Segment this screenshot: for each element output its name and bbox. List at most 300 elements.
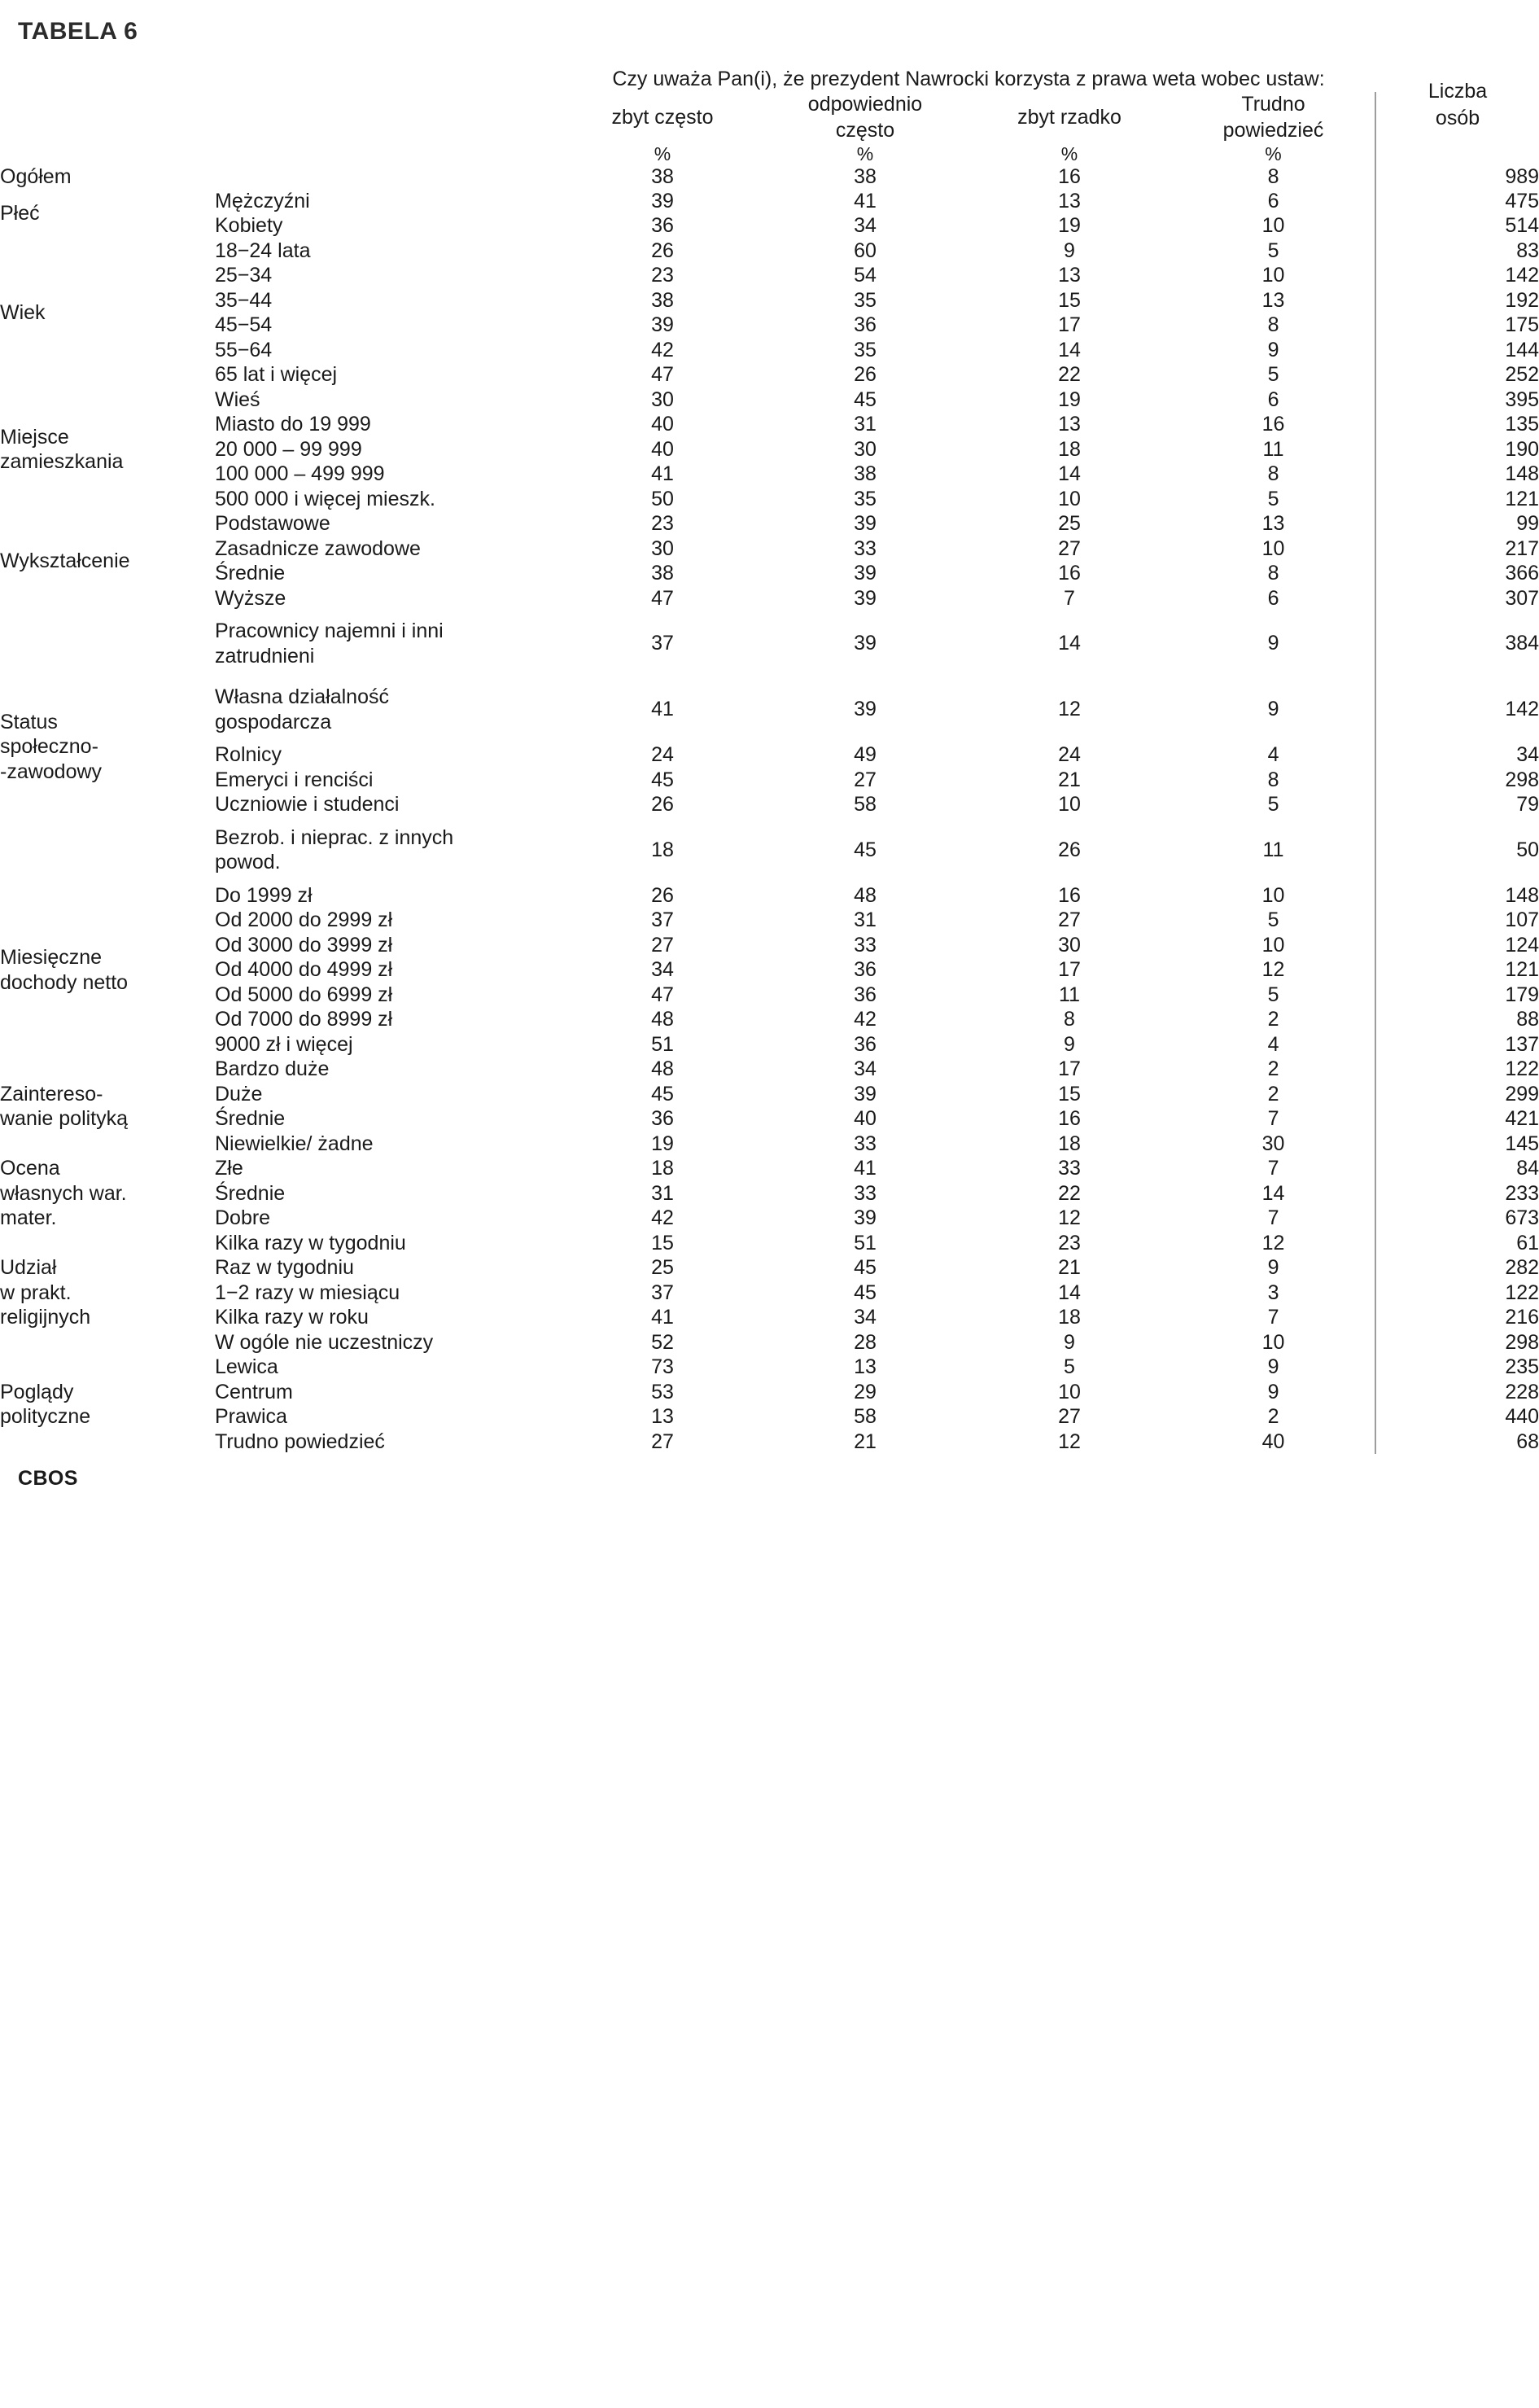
table-cell-value: 41 — [854, 189, 877, 212]
table-cell-value: 3 — [1172, 1281, 1375, 1306]
table-cell-value: 38 — [651, 288, 674, 312]
table-cell-value: 14 — [1058, 1281, 1081, 1304]
row-label: 500 000 i więcej mieszk. — [215, 487, 435, 510]
table-cell-value: 36 — [854, 958, 877, 981]
table-cell-value: 10 — [1172, 536, 1375, 562]
header-answer-3-line2: powiedzieć — [1222, 118, 1324, 142]
table-cell-value: 14 — [1058, 462, 1081, 485]
row-group-label-line: Płeć — [0, 202, 40, 225]
row-label: Od 7000 do 8999 zł — [215, 1008, 393, 1031]
row-group-label — [0, 387, 215, 512]
header-unit-0: % — [654, 142, 671, 164]
header-unit-3: % — [1172, 143, 1375, 165]
table-row — [0, 1082, 1539, 1107]
table-cell-value: 33 — [1058, 1157, 1081, 1180]
table-cell-value: 28 — [854, 1330, 877, 1354]
table-cell-value: 30 — [651, 387, 674, 411]
table-row — [0, 1404, 1539, 1429]
table-cell-value: 9 — [1172, 611, 1375, 676]
table-cell-value: 13 — [854, 1355, 877, 1378]
table-cell-value: 38 — [651, 562, 674, 584]
table-cell-value: 27 — [1058, 908, 1081, 931]
table-cell-value: 33 — [854, 1181, 877, 1205]
row-label: Wieś — [215, 387, 260, 411]
row-group-label-line: Miesięczne — [0, 946, 103, 969]
table-cell-value: 24 — [651, 743, 674, 766]
row-label-overall: Ogółem — [0, 164, 72, 188]
row-group-label — [0, 511, 215, 611]
table-cell-count: 228 — [1505, 1380, 1539, 1403]
table-cell-value: 33 — [854, 933, 877, 957]
table-cell-count: 192 — [1505, 288, 1539, 312]
table-cell-value: 10 — [1172, 933, 1375, 958]
table-cell-value: 45 — [854, 1281, 877, 1304]
row-label: Do 1999 zł — [215, 883, 313, 907]
table-cell-value: 8 — [1172, 768, 1375, 793]
table-row — [0, 1380, 1539, 1405]
table-cell-value: 18 — [1058, 1306, 1081, 1329]
row-label: Centrum — [215, 1380, 293, 1403]
table-cell-value: 40 — [854, 1107, 877, 1130]
table-cell-value: 45 — [651, 1082, 674, 1105]
table-cell-count: 252 — [1505, 363, 1539, 386]
row-label: 9000 zł i więcej — [215, 1032, 353, 1056]
table-cell-value: 41 — [651, 698, 674, 721]
header-blank-2 — [0, 92, 562, 143]
table-cell-value: 7 — [1064, 586, 1075, 610]
row-group-label — [0, 611, 215, 883]
table-row — [0, 1007, 1539, 1032]
row-group-label-line: Wiek — [0, 301, 46, 324]
table-cell-value: 30 — [854, 437, 877, 461]
table-row — [0, 288, 1539, 313]
table-cell-value: 19 — [651, 1132, 674, 1155]
table-cell-value: 48 — [651, 1008, 674, 1031]
table-cell-count: 99 — [1516, 512, 1539, 535]
table-cell-value: 27 — [1058, 1405, 1081, 1428]
source-label: CBOS — [18, 1467, 78, 1491]
table-row — [0, 437, 1539, 462]
table-cell-value: 5 — [1172, 487, 1375, 512]
row-label-line: powod. — [215, 851, 281, 874]
table-row — [0, 1330, 1539, 1355]
table-cell-value: 15 — [651, 1231, 674, 1254]
header-unit-n — [1375, 143, 1539, 165]
table-cell-value: 7 — [1172, 1106, 1375, 1132]
table-cell-value: 52 — [651, 1330, 674, 1354]
table-row — [0, 561, 1539, 586]
table-cell-value: 36 — [651, 1107, 674, 1130]
row-group-label-line: własnych war. — [0, 1181, 127, 1205]
table-cell-value: 9 — [1172, 1380, 1375, 1405]
table-cell-value: 12 — [1058, 1206, 1081, 1229]
table-cell-count: 124 — [1505, 933, 1539, 957]
table-cell-value: 26 — [651, 793, 674, 816]
table-cell-value: 5 — [1064, 1355, 1075, 1378]
table-cell-value: 10 — [1058, 793, 1081, 816]
table-cell-value: 73 — [651, 1355, 674, 1378]
table-cell-count: 217 — [1505, 536, 1539, 560]
table-row — [0, 817, 1539, 883]
table-cell-value: 48 — [651, 1057, 674, 1080]
table-cell-value: 36 — [651, 214, 674, 237]
row-group-label — [0, 1057, 215, 1156]
table-cell-value: 5 — [1172, 362, 1375, 387]
row-label: Dobre — [215, 1206, 271, 1230]
header-row-units — [0, 143, 1539, 165]
table-row — [0, 412, 1539, 437]
table-cell-value: 41 — [651, 1306, 674, 1329]
table-row — [0, 586, 1539, 611]
row-group-label-line: Status — [0, 710, 58, 733]
row-label: Prawica — [215, 1405, 287, 1429]
table-cell-value: 47 — [651, 363, 674, 386]
table-cell-value: 40 — [651, 413, 674, 436]
table-cell-value: 39 — [854, 698, 877, 721]
table-cell-count: 50 — [1516, 838, 1539, 861]
table-cell-value: 4 — [1172, 742, 1375, 768]
row-label-line: Pracownicy najemni i inni — [215, 620, 444, 643]
table-cell-value: 22 — [1058, 1181, 1081, 1205]
table-cell-value: 6 — [1172, 387, 1375, 413]
table-row — [0, 768, 1539, 793]
row-label — [215, 676, 562, 742]
table-cell-value: 45 — [854, 387, 877, 411]
row-label: 25−34 — [215, 264, 273, 287]
table-cell-value: 5 — [1172, 792, 1375, 817]
row-label: Kilka razy w roku — [215, 1306, 369, 1329]
table-cell-value: 15 — [1058, 1082, 1081, 1105]
row-label: Raz w tygodniu — [215, 1256, 354, 1280]
table-row — [0, 189, 1539, 214]
table-row — [0, 933, 1539, 958]
row-group-label-line: dochody netto — [0, 970, 129, 994]
table-row — [0, 1355, 1539, 1380]
table-cell-value: 39 — [854, 1082, 877, 1105]
table-cell-value: 16 — [1058, 164, 1081, 188]
table-cell-value: 26 — [651, 883, 674, 907]
row-label: Średnie — [215, 1107, 286, 1131]
table-cell-value: 21 — [1058, 768, 1081, 791]
table-cell-value: 6 — [1172, 189, 1375, 214]
table-cell-value: 30 — [1058, 933, 1081, 957]
table-cell-value: 39 — [854, 512, 877, 535]
table-cell-value: 12 — [1058, 698, 1081, 721]
table-cell-value: 40 — [651, 437, 674, 461]
table-cell-value: 21 — [1058, 1256, 1081, 1279]
table-cell-count: 421 — [1505, 1107, 1539, 1130]
table-cell-value: 10 — [1058, 487, 1081, 510]
table-head — [0, 67, 1539, 165]
table-cell-value: 51 — [854, 1231, 877, 1254]
header-answer-1-line2: często — [835, 118, 895, 142]
row-group-label-line: polityczne — [0, 1405, 91, 1429]
table-row — [0, 263, 1539, 288]
table-cell-value: 11 — [1172, 437, 1375, 462]
table-cell-value: 26 — [1058, 838, 1081, 861]
table-cell-value: 7 — [1172, 1156, 1375, 1181]
table-cell-value: 45 — [854, 1256, 877, 1279]
table-cell-count: 68 — [1516, 1429, 1539, 1453]
table-cell-count: 216 — [1505, 1306, 1539, 1329]
table-cell-value: 9 — [1064, 239, 1075, 262]
table-cell-value: 38 — [854, 462, 877, 485]
table-cell-value: 25 — [651, 1256, 674, 1279]
table-row — [0, 1181, 1539, 1206]
table-cell-value: 27 — [651, 1429, 674, 1453]
table-cell-value: 60 — [854, 239, 877, 262]
table-cell-count: 79 — [1516, 793, 1539, 816]
table-cell-count: 299 — [1505, 1082, 1539, 1105]
table-cell-value: 5 — [1172, 983, 1375, 1008]
table-cell-value: 19 — [1058, 214, 1081, 237]
table-cell-value: 2 — [1172, 1082, 1375, 1107]
table-cell-value: 7 — [1172, 1206, 1375, 1231]
table-cell-value: 9 — [1172, 338, 1375, 363]
table-cell-count: 179 — [1505, 983, 1539, 1006]
table-cell-count: 34 — [1516, 743, 1539, 766]
table-cell-count: 107 — [1505, 908, 1539, 931]
table-cell-count: 148 — [1505, 883, 1539, 907]
table-cell-value: 13 — [1058, 413, 1081, 436]
row-group-label-line: społeczno- — [0, 735, 98, 759]
page-title: TABELA 6 — [18, 18, 138, 45]
row-label: 1−2 razy w miesiącu — [215, 1281, 400, 1304]
table-cell-value: 16 — [1058, 562, 1081, 584]
table-cell-value: 6 — [1172, 586, 1375, 611]
row-label: Niewielkie/ żadne — [215, 1132, 374, 1155]
table-cell-value: 27 — [854, 768, 877, 791]
table-cell-value: 24 — [1058, 743, 1081, 766]
row-group-label — [0, 189, 215, 239]
table-cell-value: 9 — [1064, 1032, 1075, 1056]
table-cell-value: 47 — [651, 586, 674, 610]
header-corner-blank — [0, 67, 562, 92]
header-count-label — [1375, 67, 1539, 143]
table-row — [0, 792, 1539, 817]
table-cell-count: 121 — [1505, 958, 1539, 981]
row-label: 45−54 — [215, 313, 273, 337]
table-cell-value: 21 — [854, 1429, 877, 1453]
table-cell-value: 34 — [854, 1306, 877, 1329]
table-cell-value: 25 — [1058, 512, 1081, 535]
table-cell-value: 13 — [1058, 264, 1081, 287]
row-label: Lewica — [215, 1355, 278, 1379]
table-cell-count: 190 — [1505, 437, 1539, 461]
row-group-label-line: Udział — [0, 1256, 57, 1280]
table-cell-count: 282 — [1505, 1256, 1539, 1279]
table-cell-value: 29 — [854, 1380, 877, 1403]
table-cell-count: 145 — [1505, 1132, 1539, 1155]
table-cell-value: 13 — [651, 1405, 674, 1428]
table-cell-value: 23 — [1058, 1231, 1081, 1254]
table-cell-value: 35 — [854, 487, 877, 510]
table-cell-value: 10 — [1058, 1380, 1081, 1403]
table-cell-value: 30 — [1172, 1132, 1375, 1157]
table-row — [0, 338, 1539, 363]
table-cell-value: 39 — [854, 632, 877, 655]
table-cell-count: 144 — [1505, 338, 1539, 361]
table-cell-value: 16 — [1058, 1107, 1081, 1130]
row-label-line: zatrudnieni — [215, 644, 315, 668]
table-cell-value: 10 — [1172, 1330, 1375, 1355]
row-label: 18−24 lata — [215, 239, 311, 262]
table-cell-value: 8 — [1172, 462, 1375, 487]
table-cell-value: 34 — [854, 214, 877, 237]
row-group-label-line: Wykształcenie — [0, 549, 130, 572]
row-label: Bardzo duże — [215, 1057, 330, 1081]
row-label: Średnie — [215, 1181, 286, 1205]
row-label: Wyższe — [215, 586, 286, 610]
table-cell-value: 48 — [854, 883, 877, 907]
row-label: 20 000 – 99 999 — [215, 437, 362, 461]
table-row — [0, 1429, 1539, 1455]
table-cell-count: 989 — [1505, 164, 1539, 188]
header-answer-1-line1: odpowiednio — [807, 93, 923, 116]
table-cell-value: 37 — [651, 1281, 674, 1304]
table-cell-value: 10 — [1172, 883, 1375, 908]
table-cell-count: 298 — [1505, 1330, 1539, 1354]
table-cell-value: 18 — [1058, 437, 1081, 461]
table-cell-value: 19 — [1058, 387, 1081, 411]
row-label: Złe — [215, 1157, 243, 1180]
header-answer-odpowiednio-czesto — [763, 92, 967, 143]
table-cell-value: 16 — [1172, 412, 1375, 437]
table-row — [0, 487, 1539, 512]
table-row — [0, 536, 1539, 562]
table-row — [0, 213, 1539, 239]
table-cell-value: 53 — [651, 1380, 674, 1403]
table-row — [0, 511, 1539, 536]
table-cell-value: 13 — [1058, 189, 1081, 212]
table-cell-value: 37 — [651, 632, 674, 655]
header-question: Czy uważa Pan(i), że prezydent Nawrocki korzysta z prawa weta wobec ustaw: — [612, 68, 1325, 90]
table-row — [0, 611, 1539, 676]
row-group-label-line: Miejsce — [0, 425, 69, 449]
table-cell-value: 26 — [651, 239, 674, 262]
table-cell-count: 673 — [1505, 1206, 1539, 1229]
row-label-line: gospodarcza — [215, 710, 332, 733]
table-cell-value: 9 — [1172, 1255, 1375, 1281]
table-cell-value: 38 — [854, 164, 877, 188]
table-row — [0, 983, 1539, 1008]
row-group-label — [0, 1355, 215, 1454]
table-cell-value: 33 — [854, 536, 877, 560]
row-label-line: Własna działalność — [215, 685, 389, 709]
table-cell-value: 33 — [854, 1132, 877, 1155]
row-label: Mężczyźni — [215, 189, 310, 212]
table-cell-value: 14 — [1058, 632, 1081, 655]
table-cell-value: 15 — [1058, 288, 1081, 312]
table-cell-count: 142 — [1505, 698, 1539, 721]
header-unit-2: % — [1060, 142, 1078, 164]
table-row — [0, 1132, 1539, 1157]
table-cell-value: 39 — [854, 562, 877, 584]
row-label: Duże — [215, 1082, 263, 1105]
table-cell-value: 18 — [651, 1157, 674, 1180]
table-cell-count: 88 — [1516, 1008, 1539, 1031]
table-cell-value: 34 — [854, 1057, 877, 1080]
table-row — [0, 676, 1539, 742]
table-cell-count: 61 — [1516, 1231, 1539, 1254]
table-cell-count: 440 — [1505, 1405, 1539, 1428]
table-cell-count: 395 — [1505, 387, 1539, 411]
table-cell-count: 142 — [1505, 264, 1539, 287]
table-cell-value: 10 — [1172, 263, 1375, 288]
table-cell-value: 18 — [1058, 1132, 1081, 1155]
row-label: Średnie — [215, 562, 286, 585]
row-label: Rolnicy — [215, 743, 282, 767]
row-label: Od 5000 do 6999 zł — [215, 983, 393, 1006]
row-group-label-line: mater. — [0, 1206, 57, 1230]
header-blank-3 — [0, 143, 562, 165]
table-row — [0, 883, 1539, 908]
table-cell-value: 30 — [651, 536, 674, 560]
table-cell-value: 51 — [651, 1032, 674, 1056]
row-group-label — [0, 1156, 215, 1231]
table-cell-value: 8 — [1172, 165, 1375, 189]
table-cell-value: 27 — [651, 933, 674, 957]
row-group-label-line: wanie polityką — [0, 1107, 129, 1131]
table-row — [0, 362, 1539, 387]
table-cell-value: 40 — [1172, 1429, 1375, 1455]
table-row — [0, 908, 1539, 933]
table-cell-count: 137 — [1505, 1032, 1539, 1056]
table-cell-value: 2 — [1172, 1404, 1375, 1429]
row-group-label — [0, 883, 215, 1057]
table-cell-value: 27 — [1058, 536, 1081, 560]
table-row — [0, 1281, 1539, 1306]
table-cell-value: 12 — [1172, 957, 1375, 983]
table-cell-value: 2 — [1172, 1007, 1375, 1032]
row-group-label-line: w prakt. — [0, 1281, 72, 1304]
table-cell-value: 11 — [1172, 817, 1375, 883]
row-label: Od 4000 do 4999 zł — [215, 958, 393, 982]
table-cell-value: 34 — [651, 958, 674, 981]
table-row — [0, 1305, 1539, 1330]
table-cell-value: 9 — [1172, 1355, 1375, 1380]
table-cell-value: 13 — [1172, 288, 1375, 313]
table-cell-value: 36 — [854, 983, 877, 1006]
table-cell-value: 8 — [1064, 1008, 1075, 1031]
table-cell-count: 366 — [1505, 562, 1539, 584]
table-cell-count: 122 — [1505, 1057, 1539, 1080]
table-cell-value: 23 — [651, 264, 674, 287]
table-cell-value: 7 — [1172, 1305, 1375, 1330]
table-cell-value: 5 — [1172, 908, 1375, 933]
table-row — [0, 462, 1539, 487]
table-cell-value: 39 — [651, 189, 674, 212]
table-cell-value: 39 — [651, 313, 674, 336]
table-row — [0, 239, 1539, 264]
table-row — [0, 387, 1539, 413]
header-answer-trudno-powiedziec — [1172, 92, 1375, 143]
table-row — [0, 313, 1539, 338]
row-label — [215, 611, 562, 676]
table-cell-value: 41 — [651, 462, 674, 485]
table-row — [0, 165, 1539, 189]
table-row — [0, 742, 1539, 768]
header-count-line2: osób — [1435, 106, 1480, 129]
table-cell-value: 14 — [1058, 338, 1081, 361]
table-cell-count: 84 — [1516, 1157, 1539, 1180]
table-row — [0, 1057, 1539, 1082]
survey-table — [0, 67, 1539, 1454]
table-cell-value: 18 — [651, 838, 674, 861]
table-cell-value: 36 — [854, 1032, 877, 1056]
table-cell-value: 9 — [1172, 676, 1375, 742]
table-cell-value: 35 — [854, 288, 877, 312]
